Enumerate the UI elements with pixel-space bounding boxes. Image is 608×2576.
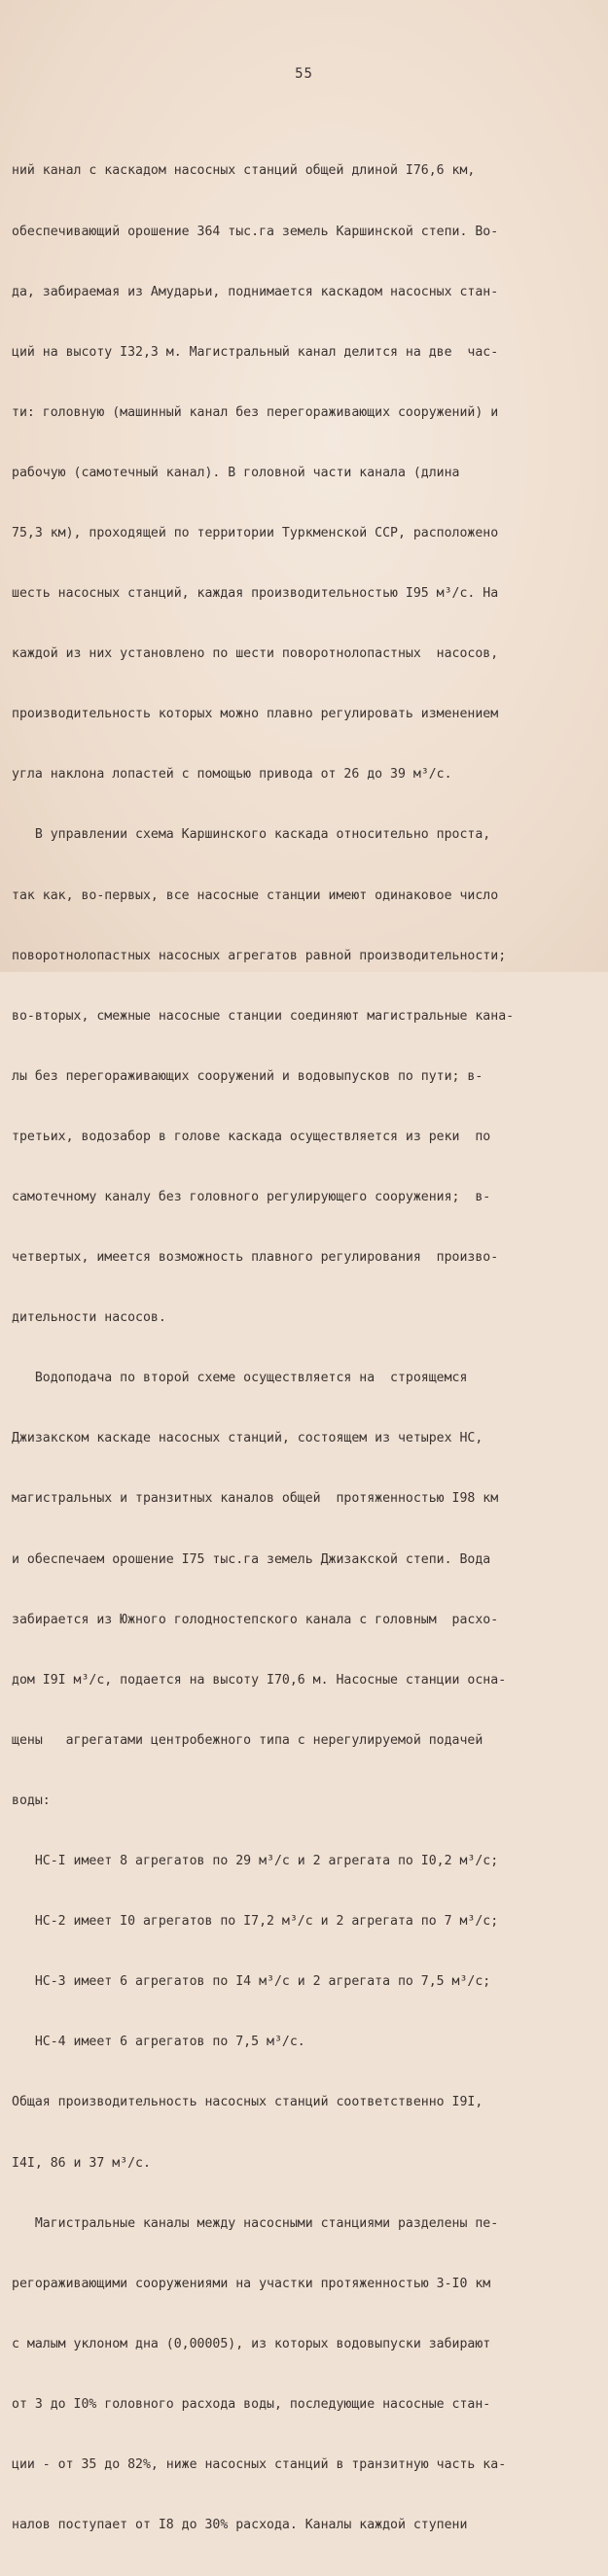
text-line: ний канал с каскадом насосных станций общей длиной I76,6 км, (12, 163, 476, 179)
text-line: каждой из них установлено по шести поворотнолопастных насосов, (12, 646, 499, 662)
text-line: дом I9I м³/с, подается на высоту I70,6 м. Насосные станции осна- (12, 1672, 507, 1688)
text-line: лы без перегораживающих сооружений и водовыпусков по пути; в- (12, 1068, 483, 1084)
text-line: магистральных и транзитных каналов общей протяженностью I98 км (12, 1491, 499, 1507)
text-line: 75,3 км), проходящей по территории Туркменской ССР, расположено (12, 525, 499, 540)
body-text (12, 122, 601, 2576)
text-line: I4I, 86 и 37 м³/с. (12, 2155, 151, 2171)
text-line: щены агрегатами центробежного типа с нерегулируемой подачей (12, 1732, 483, 1748)
text-line: да, забираемая из Амударьи, поднимается каскадом насосных стан- (12, 284, 499, 299)
text-line: третьих, водозабор в голове каскада осуществляется из реки по (12, 1129, 491, 1144)
text-line: дительности насосов. (12, 1310, 166, 1326)
text-line: воды: (12, 1793, 51, 1808)
text-line: самотечному каналу без головного регулирующего сооружения; в- (12, 1190, 491, 1204)
text-line: Общая производительность насосных станций соответственно I9I, (12, 2095, 483, 2110)
text-line: во-вторых, смежные насосные станции соединяют магистральные кана- (12, 1008, 515, 1024)
text-line: рабочую (самотечный канал). В головной части канала (длина (12, 465, 460, 480)
text-line: с малым уклоном дна (0,00005), из которых водовыпуски забирают (12, 2336, 491, 2351)
text-line: так как, во-первых, все насосные станции имеют одинаковое число (12, 888, 499, 903)
text-line: НС-2 имеет I0 агрегатов по I7,2 м³/с и 2 агрегата по 7 м³/с; (12, 1914, 499, 1930)
text-line: шесть насосных станций, каждая производительностью I95 м³/с. На (12, 586, 499, 602)
text-line: забирается из Южного голодностепского канала с головным расхо- (12, 1612, 499, 1627)
text-line: ций на высоту I32,3 м. Магистральный канал делится на две час- (12, 344, 499, 360)
text-line: четвертых, имеется возможность плавного регулирования произво- (12, 1250, 499, 1266)
text-line: угла наклона лопастей с помощью привода от 26 до 39 м³/с. (12, 767, 452, 783)
page-number: 55 (295, 66, 313, 82)
text-line: Магистральные каналы между насосными станциями разделены пе- (12, 2215, 499, 2231)
text-line: от 3 до I0% головного расхода воды, последующие насосные стан- (12, 2396, 491, 2412)
text-line: Джизакском каскаде насосных станций, состоящем из четырех НС, (12, 1431, 483, 1446)
text-line: В управлении схема Каршинского каскада относительно проста, (12, 827, 491, 843)
text-line: регораживающими сооружениями на участки протяженностью 3-I0 км (12, 2276, 491, 2291)
text-line: Водоподача по второй схеме осуществляется на строящемся (12, 1371, 468, 1386)
text-line: обеспечивающий орошение 364 тыс.га земель Каршинской степи. Во- (12, 224, 499, 239)
text-line: НС-4 имеет 6 агрегатов по 7,5 м³/с. (12, 2035, 305, 2050)
text-line: ти: головную (машинный канал без перегораживающих сооружений) и (12, 404, 499, 420)
text-line: налов поступает от I8 до 30% расхода. Каналы каждой ступени (12, 2518, 468, 2533)
text-line: НС-3 имеет 6 агрегатов по I4 м³/с и 2 агрегата по 7,5 м³/с; (12, 1974, 491, 1990)
text-line: НС-I имеет 8 агрегатов по 29 м³/с и 2 агрегата по I0,2 м³/с; (12, 1854, 499, 1869)
text-line: производительность которых можно плавно регулировать изменением (12, 707, 499, 722)
text-line: поворотнолопастных насосных агрегатов равной производительности; (12, 948, 507, 963)
text-line: ции - от 35 до 82%, ниже насосных станций в транзитную часть ка- (12, 2456, 507, 2472)
text-line: и обеспечаем орошение I75 тыс.га земель Джизакской степи. Вода (12, 1551, 491, 1567)
